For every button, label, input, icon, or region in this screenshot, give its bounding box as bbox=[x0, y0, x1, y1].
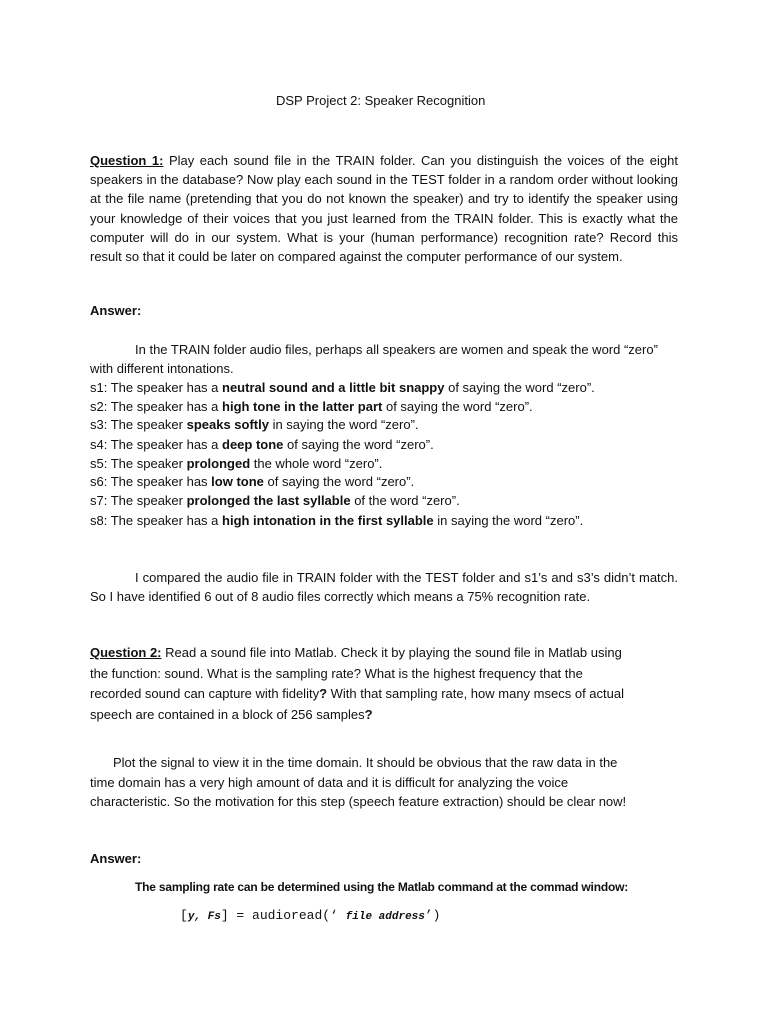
speaker-note-s5: s5: The speaker prolonged the whole word “zero”. bbox=[90, 456, 383, 471]
question-2-line-1: Question 2: Read a sound file into Matlab. Check it by playing the sound file in Matlab using bbox=[90, 645, 622, 660]
question-1-text: Play each sound file in the TRAIN folder. Can you distinguish the voices of the eight speakers in the database? Now play each sound in the TEST folder in a random order without looking at the file name (pretending that you do not known the speaker) and try to identify the speaker using your knowledge of their voices that you just learned from the TRAIN folder. This is exactly what the computer will do in our system. What is your (human performance) recognition rate? Record this result so that it could be later on compared against the computer performance of our system. bbox=[90, 153, 678, 265]
plot-instruction-line-2: time domain has a very high amount of data and it is difficult for analyzing the voice bbox=[90, 775, 569, 790]
question-2-line-3: recorded sound can capture with fidelity? With that sampling rate, how many msecs of actual bbox=[90, 686, 624, 701]
speaker-note-s2: s2: The speaker has a high tone in the latter part of saying the word “zero”. bbox=[90, 399, 533, 414]
question-2-line-4: speech are contained in a block of 256 samples? bbox=[90, 707, 373, 722]
speaker-note-s3: s3: The speaker speaks softly in saying the word “zero”. bbox=[90, 417, 419, 432]
question-1-label: Question 1: bbox=[90, 153, 164, 168]
speaker-note-s6: s6: The speaker has low tone of saying the word “zero”. bbox=[90, 474, 415, 489]
speaker-note-s8: s8: The speaker has a high intonation in the first syllable in saying the word “zero”. bbox=[90, 513, 584, 528]
answer-2-label: Answer: bbox=[90, 851, 142, 866]
plot-instruction-line-3: characteristic. So the motivation for this step (speech feature extraction) should be clear now! bbox=[90, 794, 627, 809]
speaker-note-s7: s7: The speaker prolonged the last syllable of the word “zero”. bbox=[90, 493, 460, 508]
answer-1-label: Answer: bbox=[90, 303, 142, 318]
question-1-paragraph bbox=[90, 151, 678, 266]
page-title: DSP Project 2: Speaker Recognition bbox=[276, 93, 486, 108]
question-2-line-2: the function: sound. What is the sampling rate? What is the highest frequency that the bbox=[90, 666, 583, 681]
matlab-command: [y, Fs] = audioread(‘ file address’) bbox=[180, 908, 441, 923]
speaker-note-s1: s1: The speaker has a neutral sound and a little bit snappy of saying the word “zero”. bbox=[90, 380, 595, 395]
answer-1-intro-line-1: In the TRAIN folder audio files, perhaps all speakers are women and speak the word “zero” bbox=[135, 342, 658, 357]
answer-1-intro-line-2: with different intonations. bbox=[90, 361, 234, 376]
question-2-label: Question 2: bbox=[90, 645, 162, 660]
speaker-note-s4: s4: The speaker has a deep tone of saying the word “zero”. bbox=[90, 437, 434, 452]
comparison-paragraph: I compared the audio file in TRAIN folder with the TEST folder and s1’s and s3’s didn’t match. So I have identified 6 out of 8 audio files correctly which means a 75% recognition rate. bbox=[90, 570, 678, 605]
plot-instruction-line-1: Plot the signal to view it in the time domain. It should be obvious that the raw data in the bbox=[113, 755, 618, 770]
sampling-rate-text: The sampling rate can be determined using the Matlab command at the commad window: bbox=[135, 880, 629, 894]
